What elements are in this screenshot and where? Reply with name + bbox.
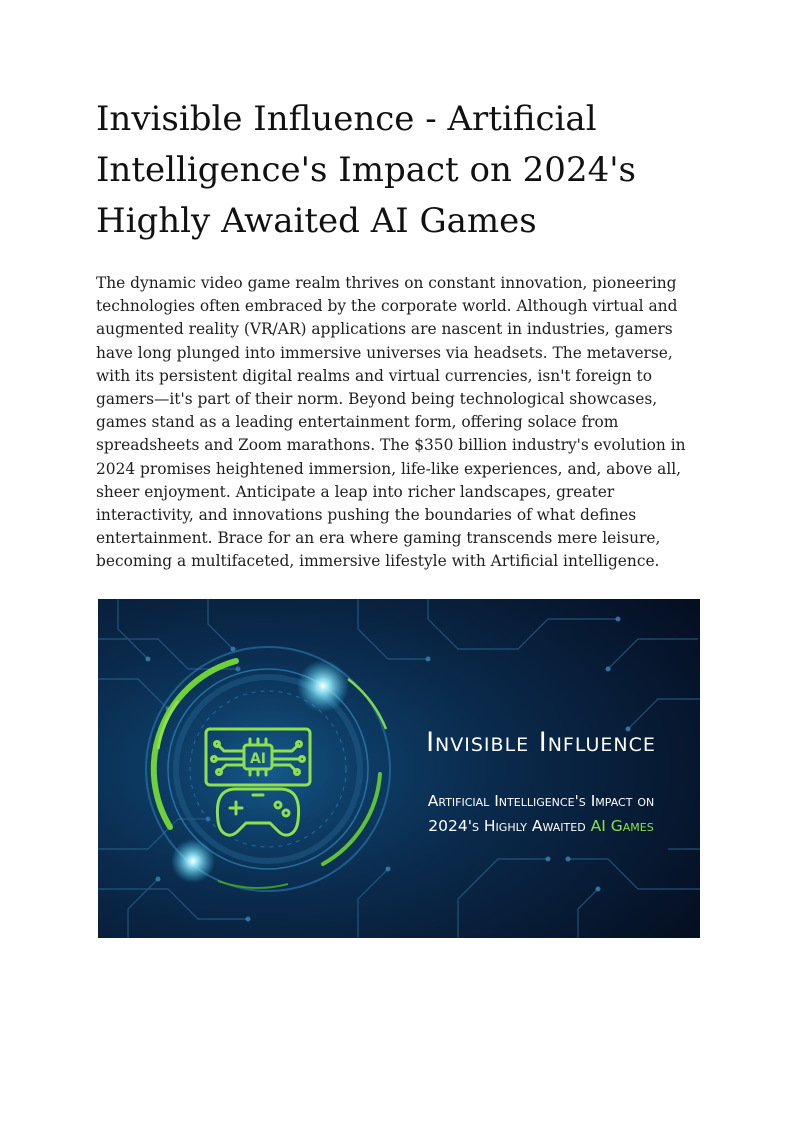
article-body: The dynamic video game realm thrives on constant innovation, pioneering technologies often embraced by the corporate world. Although virtual and augmented reality (VR/AR) applications are nascent in industries, gamers have long plunged into immersive universes via headsets. The metaverse, with its persistent digital realms and virtual currencies, isn't foreign to gamers—it's part of their norm. Beyond being technological showcases, games stand as a leading entertainment form, offering solace from spreadsheets and Zoom marathons. The $350 billion industry's evolution in 2024 promises heightened immersion, life-like experiences, and, above all, sheer enjoyment. Anticipate a leap into richer landscapes, greater interactivity, and innovations pushing the boundaries of what defines entertainment. Brace for an era where gaming transcends mere leisure, becoming a multifaceted, immersive lifestyle with Artificial intelligence. [96, 274, 686, 571]
banner-subtitle-line2 [381, 814, 700, 839]
banner-heading: Invisible Influence [426, 727, 656, 758]
article-title: Invisible Influence - Artificial Intelligence's Impact on 2024's Highly Awaited AI Games [96, 99, 636, 241]
banner-subtitle-line1: Artificial Intelligence's Impact on [427, 792, 655, 810]
chip-label: AI [249, 751, 267, 767]
banner-subtitle [381, 789, 700, 839]
banner-subtitle-prefix: 2024's Highly Awaited [428, 817, 586, 835]
hero-banner-image [98, 599, 700, 938]
banner-background [98, 599, 700, 938]
banner-subtitle-highlight: AI Games [590, 817, 654, 835]
